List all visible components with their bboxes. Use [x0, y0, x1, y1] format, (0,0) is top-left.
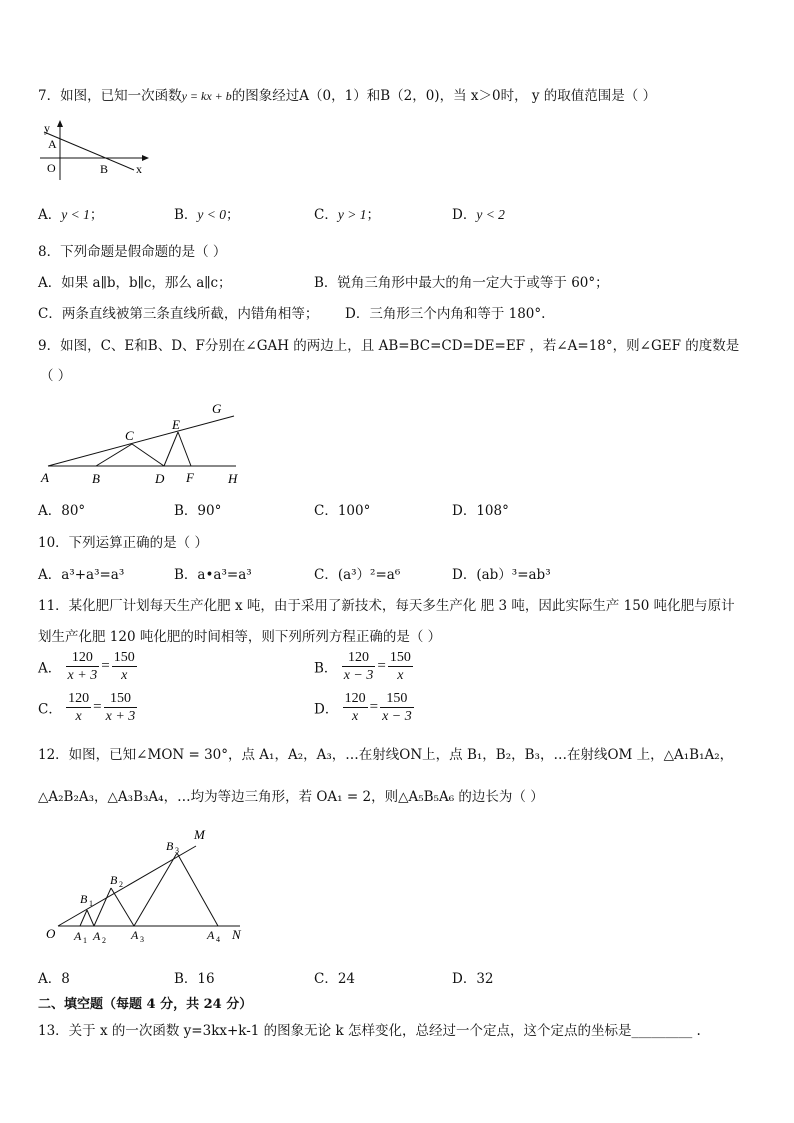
q7-fig-B: B	[100, 162, 109, 176]
q12-fig-O: O	[46, 926, 56, 941]
q8-option-a: A．如果 a∥b，b∥c，那么 a∥c；	[38, 275, 232, 291]
q11-option-c: C． $\frac{120}{x}$ = $\frac{150}{x + 3}$	[38, 691, 136, 724]
q9-fig-A: A	[41, 470, 49, 485]
q9-fig-H: H	[228, 471, 238, 486]
q9-option-d: D．108°	[452, 503, 509, 519]
q9-fig-E: E	[172, 417, 180, 432]
q11-option-b: B． $\frac{120}{x - 3}$ = $\frac{150}{x}$	[314, 650, 411, 683]
svg-text:2: 2	[102, 936, 106, 945]
q9-fig-B: B	[92, 471, 100, 486]
q12-fig-A1: A	[74, 929, 82, 943]
q9-option-c: C．100°	[314, 503, 371, 519]
q12-option-d: D．32	[452, 971, 494, 987]
q7-function: y = kx + b	[181, 89, 232, 103]
q7-figure	[30, 118, 160, 180]
q9-fig-F: F	[186, 470, 194, 485]
q12-fig-M: M	[194, 827, 205, 842]
svg-text:2: 2	[119, 880, 123, 889]
svg-text:4: 4	[216, 935, 220, 944]
q11-stem-line1: 11．某化肥厂计划每天生产化肥 x 吨，由于采用了新技术，每天多生产化 肥 3 吨，因此实际生产 150 吨化肥与原计	[38, 598, 735, 614]
q12-option-c: C．24	[314, 971, 356, 987]
q12-fig-N: N	[232, 927, 241, 942]
q12-fig-B2: B	[110, 873, 118, 887]
q10-option-b: B．a•a³=a³	[174, 567, 252, 583]
q12-fig-B1: B	[80, 892, 88, 906]
svg-text:1: 1	[89, 899, 93, 908]
q9-fig-D: D	[155, 471, 165, 486]
q8-option-c: C．两条直线被第三条直线所截，内错角相等；	[38, 306, 319, 322]
q8-stem: 8．下列命题是假命题的是（ ）	[38, 244, 227, 260]
q7-option-c: C．y > 1；	[314, 207, 380, 223]
svg-text:3: 3	[140, 935, 144, 944]
q12-stem-line2: △A₂B₂A₃，△A₃B₃A₄，…均为等边三角形，若 OA₁ = 2，则△A₅B₅A₆ 的边长为（ ）	[38, 789, 544, 805]
q8-option-d: D．三角形三个内角和等于 180°.	[345, 306, 546, 322]
q12-fig-A4: A	[207, 928, 215, 942]
q11-stem-line2: 划生产化肥 120 吨化肥的时间相等，则下列所列方程正确的是（ ）	[38, 629, 442, 645]
q12-option-b: B．16	[174, 971, 215, 987]
q7-text2: 的图象经过A（0，1）和B（2，0)，当 x＞0时， y 的取值范围是（ ）	[231, 88, 657, 104]
q7-option-b: B．y < 0；	[174, 207, 240, 223]
q10-option-c: C．(a³）²=a⁶	[314, 567, 401, 583]
q13-stem: 13．关于 x 的一次函数 y=3kx+k-1 的图象无论 k 怎样变化，总经过一个定点，这个定点的坐标是_________ .	[38, 1023, 701, 1039]
section-heading: 二、填空题（每题 4 分，共 24 分）	[38, 997, 253, 1012]
q11-option-d: D． $\frac{120}{x}$ = $\frac{150}{x - 3}$	[314, 691, 412, 724]
q12-fig-B3: B	[166, 839, 174, 853]
q7-fig-x: x	[136, 162, 142, 176]
q12-stem-line1: 12．如图，已知∠MON = 30°，点 A₁，A₂，A₃，…在射线ON上，点 B₁，B₂，B₃，…在射线OM 上，△A₁B₁A₂，	[38, 747, 734, 763]
q12-fig-A3: A	[131, 928, 139, 942]
q12-figure	[44, 826, 256, 946]
q10-option-d: D．(ab）³=ab³	[452, 567, 551, 583]
q7-text: 7．如图，已知一次函数	[38, 88, 182, 104]
q9-stem: 9．如图，C、E和B、D、F分别在∠GAH 的两边上，且 AB=BC=CD=DE=EF ，若∠A=18°，则∠GEF 的度数是	[38, 338, 740, 354]
q9-fig-C: C	[125, 428, 134, 443]
q7-option-a: A．y < 1；	[38, 207, 104, 223]
q7-fig-A: A	[48, 137, 57, 151]
q9-figure	[36, 398, 256, 490]
q9-stem-paren: （ ）	[40, 368, 72, 384]
svg-text:3: 3	[175, 846, 179, 855]
q7-option-d: D．y < 2	[452, 207, 505, 223]
q10-option-a: A．a³+a³=a³	[38, 567, 125, 583]
q9-fig-G: G	[212, 401, 222, 416]
q12-option-a: A．8	[38, 971, 70, 987]
svg-text:1: 1	[83, 936, 87, 945]
q9-option-b: B．90°	[174, 503, 222, 519]
q12-fig-A2: A	[93, 929, 101, 943]
q9-option-a: A．80°	[38, 503, 86, 519]
q7-fig-O: O	[47, 161, 56, 175]
q7-fig-y: y	[44, 121, 50, 135]
q11-option-a: A． $\frac{120}{x + 3}$ = $\frac{150}{x}$	[38, 650, 135, 683]
q10-stem: 10．下列运算正确的是（ ）	[38, 535, 208, 551]
q8-option-b: B．锐角三角形中最大的角一定大于或等于 60°；	[314, 275, 609, 291]
q7-stem	[38, 84, 656, 104]
